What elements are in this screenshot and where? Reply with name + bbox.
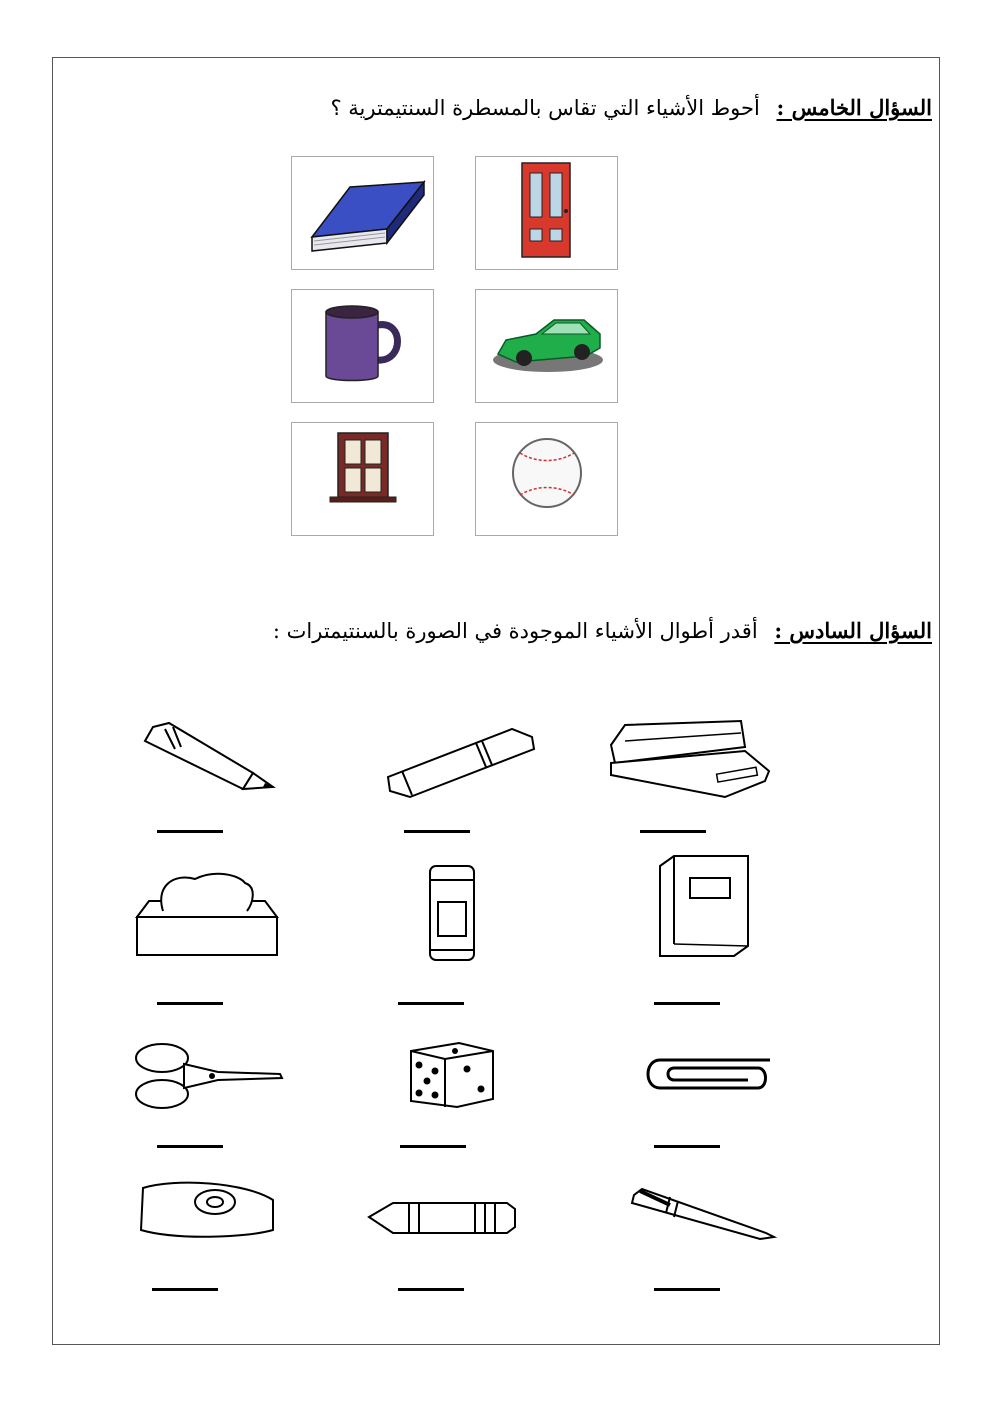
answer-blank-die[interactable] — [400, 1145, 466, 1148]
item-die — [405, 1035, 555, 1135]
option-car[interactable] — [475, 289, 618, 403]
baseball-icon — [476, 423, 619, 537]
question-5-label: السؤال الخامس : — [776, 95, 932, 120]
door-icon — [476, 157, 619, 271]
die-icon — [405, 1035, 505, 1115]
question-5-header — [330, 95, 932, 120]
marker-icon — [382, 715, 542, 815]
car-icon — [476, 290, 619, 404]
question-6-text: أقدر أطوال الأشياء الموجودة في الصورة بالسنتيمترات : — [272, 619, 758, 643]
answer-blank-paper-clip[interactable] — [654, 1145, 720, 1148]
answer-blank-pencil[interactable] — [157, 830, 223, 833]
question-5-text: أحوط الأشياء التي تقاس بالمسطرة السنتيمترية ؟ — [330, 96, 760, 120]
answer-blank-pen[interactable] — [654, 1288, 720, 1291]
tissue-box-icon — [135, 865, 285, 965]
answer-blank-tissue-box[interactable] — [157, 1002, 223, 1005]
item-paper-clip — [640, 1046, 790, 1146]
option-window[interactable] — [291, 422, 434, 536]
item-scissors — [132, 1038, 282, 1138]
option-mug[interactable] — [291, 289, 434, 403]
answer-blank-marker[interactable] — [404, 830, 470, 833]
item-pen — [630, 1185, 780, 1285]
item-marker — [382, 715, 532, 815]
item-crayon — [365, 1195, 515, 1295]
paper-clip-icon — [640, 1046, 780, 1106]
option-door[interactable] — [475, 156, 618, 270]
stapler-icon — [605, 715, 775, 815]
option-book[interactable] — [291, 156, 434, 270]
question-6-header — [273, 618, 932, 643]
answer-blank-scissors[interactable] — [157, 1145, 223, 1148]
answer-blank-stapler[interactable] — [640, 830, 706, 833]
scissors-icon — [132, 1038, 288, 1128]
item-tape-dispenser — [135, 1178, 285, 1278]
mug-icon — [292, 290, 435, 404]
item-stapler — [605, 715, 755, 815]
book-icon — [292, 157, 435, 271]
item-tissue-box — [135, 865, 285, 965]
window-icon — [292, 423, 435, 537]
glue-stick-icon — [412, 860, 492, 966]
answer-blank-tape-dispenser[interactable] — [152, 1288, 218, 1291]
notebook-icon — [650, 852, 760, 962]
item-notebook — [650, 852, 800, 952]
option-baseball[interactable] — [475, 422, 618, 536]
question-6-label: السؤال السادس : — [774, 618, 932, 643]
item-pencil — [135, 715, 285, 815]
item-glue-stick — [412, 860, 562, 960]
pen-icon — [630, 1185, 780, 1245]
pencil-icon — [135, 715, 285, 815]
crayon-icon — [365, 1195, 525, 1245]
answer-blank-glue-stick[interactable] — [398, 1002, 464, 1005]
answer-blank-notebook[interactable] — [654, 1002, 720, 1005]
tape-dispenser-icon — [135, 1178, 285, 1248]
answer-blank-crayon[interactable] — [398, 1288, 464, 1291]
